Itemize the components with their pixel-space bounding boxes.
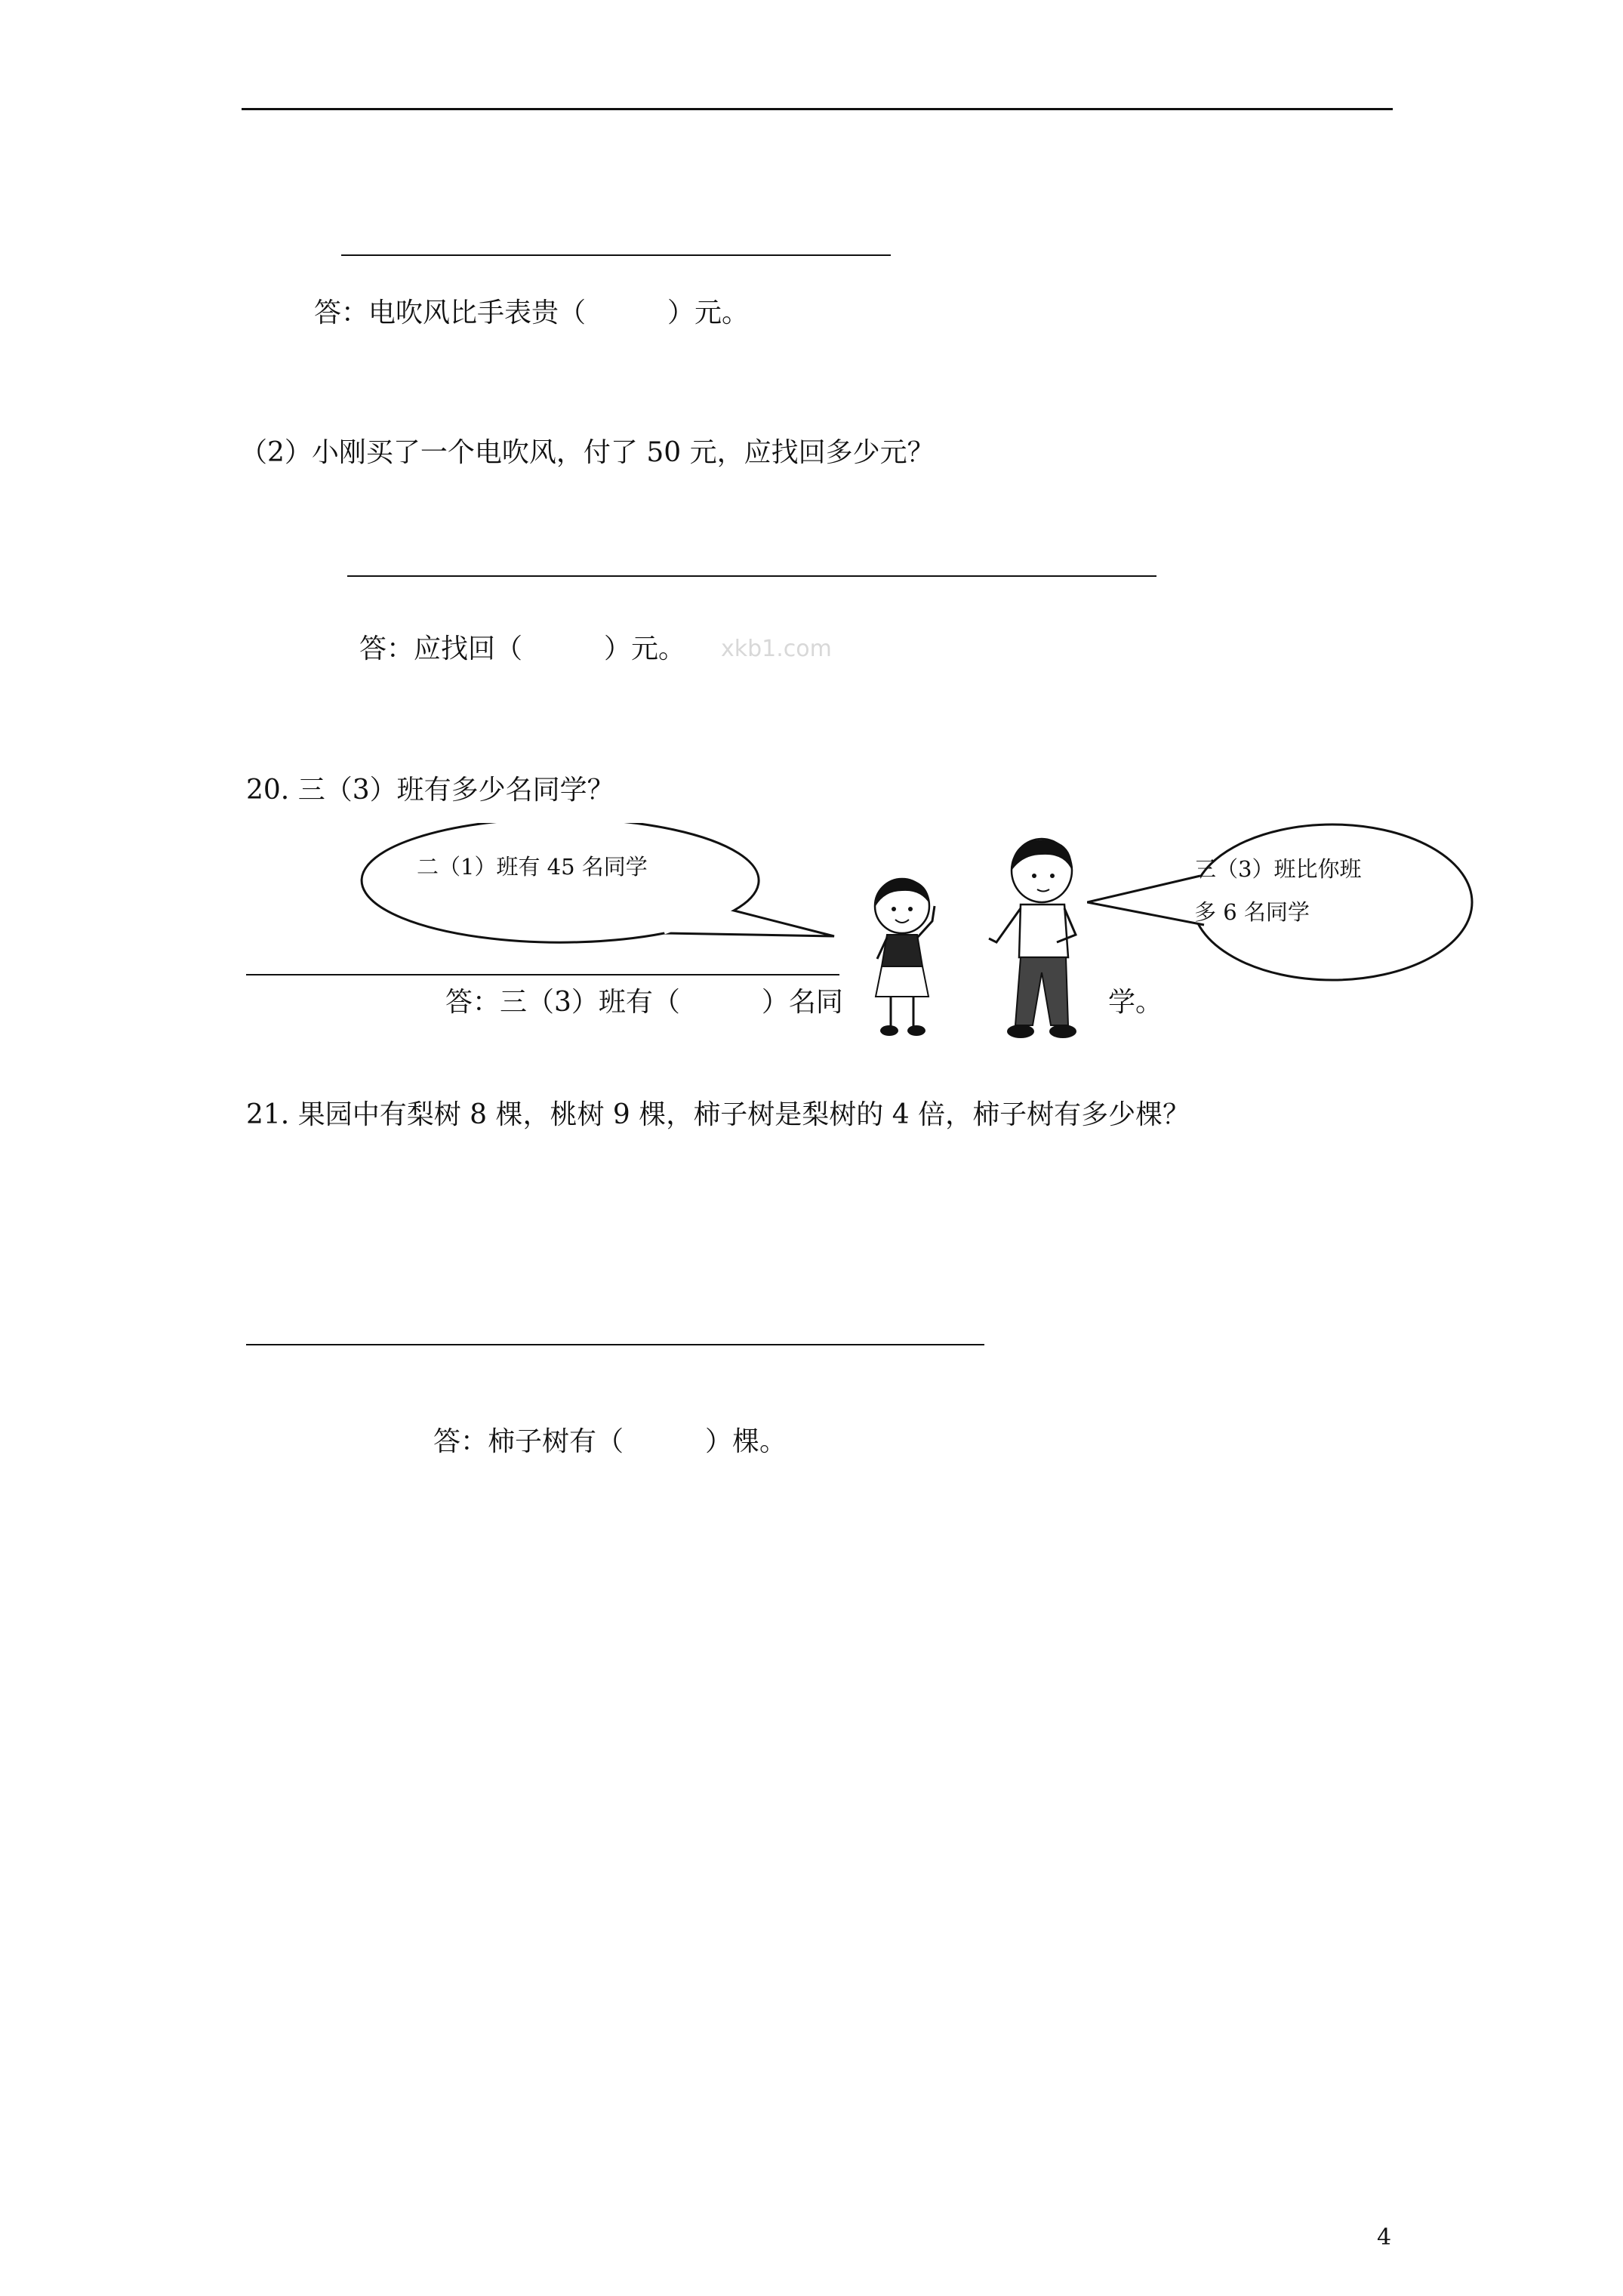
boy-illustration xyxy=(981,837,1095,1048)
header-rule xyxy=(242,108,1393,110)
bubble-right-text-1: 三（3）班比你班 xyxy=(1194,856,1362,882)
answer-line xyxy=(347,575,1156,577)
answer-text: 答：电吹风比手表贵（ ）元。 xyxy=(314,297,750,328)
speech-bubble-left xyxy=(340,823,868,959)
question-text: 20. 三（3）班有多少名同学？ xyxy=(246,775,614,806)
bubble-left-text: 二（1）班有 45 名同学 xyxy=(417,854,648,880)
bubble-right-text-2: 多 6 名同学 xyxy=(1194,899,1310,925)
question-text: 21. 果园中有梨树 8 棵，桃树 9 棵，柿子树是梨树的 4 倍，柿子树有多少棵？ xyxy=(246,1099,1190,1130)
answer-text: 答：三（3）班有（ ）名同 xyxy=(445,987,843,1018)
answer-line xyxy=(341,254,891,256)
answer-line xyxy=(246,974,839,975)
page-number: 4 xyxy=(1377,2224,1392,2251)
sub-question: （2）小刚买了一个电吹风，付了 50 元，应找回多少元？ xyxy=(240,437,935,468)
answer-text: 答：柿子树有（ ）棵。 xyxy=(433,1426,787,1457)
girl-illustration xyxy=(861,876,951,1042)
answer-text: 答：应找回（ ）元。 xyxy=(359,633,686,664)
answer-text-end: 学。 xyxy=(1108,987,1163,1018)
answer-line xyxy=(246,1344,984,1345)
watermark: xkb1.com xyxy=(721,636,832,662)
